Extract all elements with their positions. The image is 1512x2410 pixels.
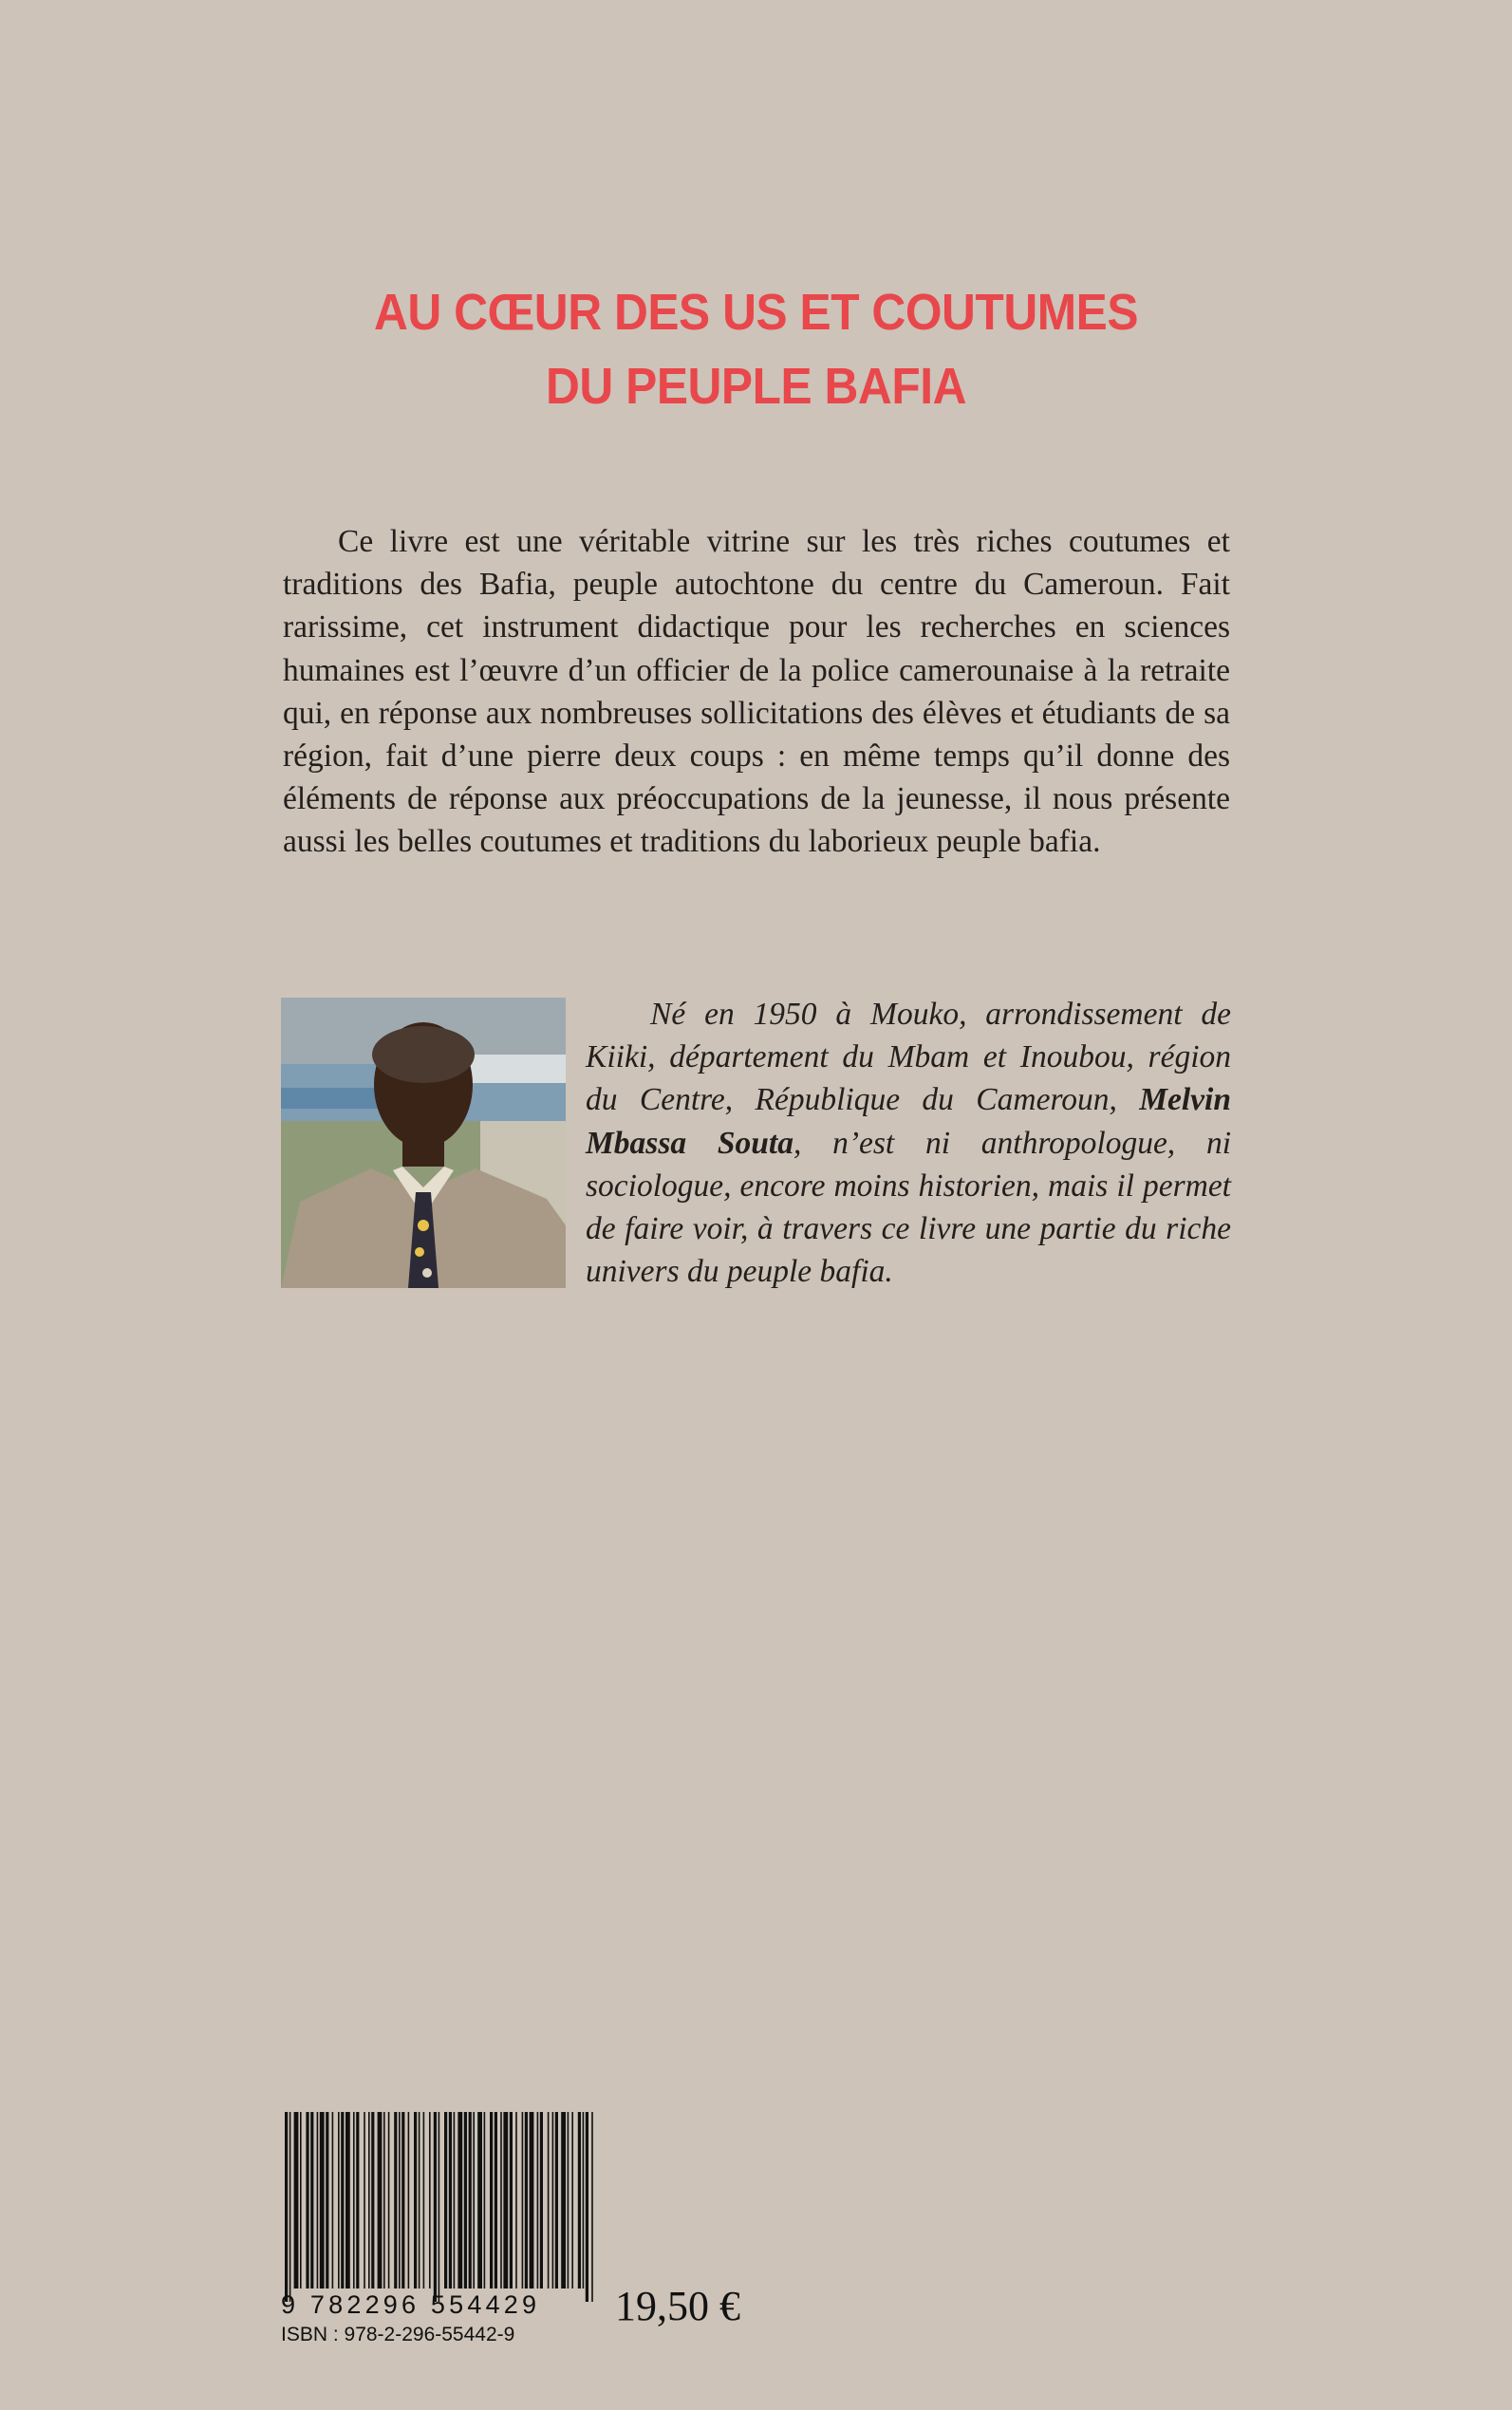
barcode-bar (394, 2112, 397, 2289)
barcode-bar (317, 2112, 319, 2289)
barcode-bar (320, 2112, 325, 2289)
barcode-bar (289, 2112, 291, 2302)
barcode (281, 2112, 600, 2302)
barcode-bar (522, 2112, 524, 2289)
barcode-bar (341, 2112, 344, 2289)
barcode-bar (306, 2112, 308, 2289)
barcode-bar (464, 2112, 467, 2289)
barcode-bar (500, 2112, 502, 2289)
barcode-bar (477, 2112, 482, 2289)
author-photo (281, 998, 566, 1288)
barcode-bar (434, 2112, 437, 2302)
barcode-bar (515, 2112, 517, 2289)
barcode-bar (561, 2112, 566, 2289)
barcode-bar (326, 2112, 328, 2289)
barcode-bar (540, 2112, 543, 2289)
barcode-bar (408, 2112, 410, 2289)
barcode-bar (555, 2112, 558, 2289)
book-blurb: Ce livre est une véritable vitrine sur les très riches coutumes et traditions des Bafia, peuple autochtone du centre du Cameroun. Fait rarissime, cet instrument didactique pour les recherches en sciences humaines est l’œuvre d’un officier de la police camerounaise à la retraite qui, en réponse aux nombreuses sollicitations des élèves et étudiants de sa région, fait d’une pierre deux coups : en même temps qu’il donne des éléments de réponse aux préoccupations de la jeunesse, il nous présente aussi les belles coutumes et traditions du laborieux peuple bafia. (283, 524, 1230, 860)
author-bio-intro: Né en 1950 à Mouko, arrondissement de Kiiki, département du Mbam et Inoubou, région du Centre, République du Cameroun, (586, 997, 1231, 1118)
barcode-bar (490, 2112, 493, 2289)
barcode-bar (285, 2112, 288, 2302)
barcode-bar (525, 2112, 528, 2289)
barcode-bar (591, 2112, 593, 2302)
barcode-bar (444, 2112, 447, 2289)
barcode-bar (294, 2112, 299, 2289)
barcode-bar (495, 2112, 497, 2289)
barcode-bar (345, 2112, 350, 2289)
barcode-bar (414, 2112, 417, 2289)
barcode-bar (484, 2112, 486, 2289)
barcode-bar (457, 2112, 462, 2289)
barcode-bar (571, 2112, 573, 2289)
barcode-bar (332, 2112, 334, 2289)
barcode-bar (548, 2112, 550, 2289)
barcode-bar (510, 2112, 513, 2289)
barcode-bar (364, 2112, 365, 2289)
barcode-bar (503, 2112, 508, 2289)
author-name: Melvin Mbassa Souta (586, 1082, 1231, 1161)
isbn: ISBN : 978-2-296-55442-9 (281, 2324, 515, 2345)
barcode-bar (368, 2112, 370, 2289)
barcode-bar (310, 2112, 313, 2289)
author-bio-rest: , n’est ni anthropologue, ni sociologue, encore moins historien, mais il permet de faire voir, à travers ce livre une partie du riche univers du peuple bafia. (586, 1125, 1232, 1290)
barcode-bar (469, 2112, 472, 2289)
author-bio (586, 993, 1231, 1293)
barcode-bar (568, 2112, 569, 2289)
barcode-bar (356, 2112, 359, 2289)
barcode-bar (530, 2112, 534, 2289)
barcode-bar (338, 2112, 340, 2289)
barcode-bar (423, 2112, 425, 2289)
barcode-bar (378, 2112, 383, 2289)
barcode-bar (583, 2112, 585, 2289)
barcode-bar (429, 2112, 431, 2289)
barcode-bar (586, 2112, 588, 2302)
barcode-bar (419, 2112, 420, 2289)
barcode-bar (383, 2112, 385, 2289)
barcode-bar (439, 2112, 440, 2302)
title-line-1: AU CŒUR DES US ET COUTUMES (373, 284, 1139, 341)
barcode-bar (454, 2112, 456, 2289)
barcode-bar (578, 2112, 581, 2289)
barcode-digits: 9 782296 554429 (281, 2290, 541, 2319)
barcode-bar (401, 2112, 404, 2289)
title-line-2: DU PEUPLE BAFIA (545, 358, 967, 415)
barcode-bar (399, 2112, 401, 2289)
barcode-bar (537, 2112, 539, 2289)
book-title (61, 275, 1452, 423)
barcode-bar (449, 2112, 452, 2289)
barcode-bar (371, 2112, 374, 2289)
barcode-bar (473, 2112, 475, 2289)
barcode-bar (388, 2112, 390, 2289)
barcode-bar (300, 2112, 302, 2289)
barcode-bar (353, 2112, 355, 2289)
price: 19,50 € (615, 2283, 740, 2329)
barcode-bar (552, 2112, 554, 2289)
